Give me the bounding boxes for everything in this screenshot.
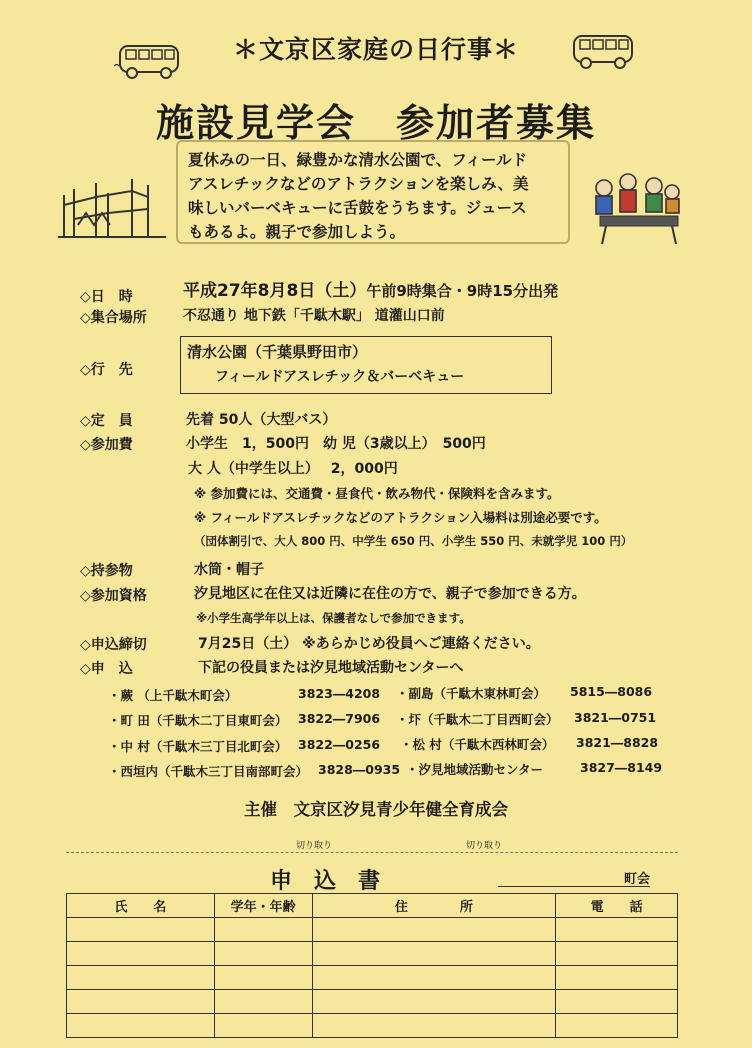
grade-age-column-header: 学年・年齢 bbox=[214, 894, 312, 918]
eligibility-note: ※小学生高学年以上は、保護者なしで参加できます。 bbox=[196, 611, 471, 625]
contact-name: ・蕨 （上千駄木町会） bbox=[108, 688, 238, 703]
contact-name: ・汐見地域活動センター bbox=[406, 762, 544, 777]
intro-line: 味しいバーベキューに舌鼓をうちます。ジュース bbox=[188, 199, 527, 217]
meeting-label: ◇集合場所 bbox=[80, 310, 147, 326]
eligibility-label: ◇参加資格 bbox=[80, 588, 147, 604]
table-row bbox=[67, 1014, 678, 1038]
phone-column-header: 電 話 bbox=[556, 894, 678, 918]
phone-cell[interactable] bbox=[556, 942, 678, 966]
name-cell[interactable] bbox=[67, 966, 215, 990]
belongings-value: 水筒・帽子 bbox=[194, 562, 264, 578]
cut-label: 切り取り bbox=[296, 841, 333, 851]
contact-name: ・西垣内（千駄木三丁目南部町会） bbox=[108, 764, 309, 779]
phone-cell[interactable] bbox=[556, 966, 678, 990]
athletic-course-illustration-icon bbox=[56, 175, 168, 245]
address-cell[interactable] bbox=[312, 990, 556, 1014]
table-row bbox=[67, 966, 678, 990]
fee-line-adults: 大 人（中学生以上） 2，000円 bbox=[188, 461, 398, 477]
contact-phone: 3823―4208 bbox=[298, 686, 381, 701]
table-header-row bbox=[67, 894, 678, 918]
deadline-label: ◇申込締切 bbox=[80, 637, 147, 653]
event-subtitle: ＊文京区家庭の日行事＊ bbox=[232, 35, 519, 64]
fee-line-children: 小学生 1，500円 幼 児（3歳以上） 500円 bbox=[186, 436, 486, 452]
intro-box bbox=[176, 140, 570, 244]
grade-age-cell[interactable] bbox=[214, 990, 312, 1014]
page-title: 施設見学会 参加者募集 bbox=[155, 101, 596, 145]
contact-name: ・松 村（千駄木西林町会） bbox=[400, 737, 555, 752]
sponsor: 主催 文京区汐見青少年健全育成会 bbox=[244, 800, 508, 819]
address-cell[interactable] bbox=[312, 1014, 556, 1038]
contact-name: ・中 村（千駄木三丁目北町会） bbox=[108, 739, 288, 754]
name-column-header: 氏 名 bbox=[67, 894, 215, 918]
contact-phone: 3822―0256 bbox=[298, 737, 381, 752]
contact-phone: 3822―7906 bbox=[298, 711, 381, 726]
fee-note-included: ※ 参加費には、交通費・昼食代・飲み物代・保険料を含みます。 bbox=[194, 486, 560, 501]
capacity-value: 先着 50人（大型バス） bbox=[186, 412, 337, 428]
contact-phone: 3827―8149 bbox=[580, 760, 663, 775]
intro-line: アスレチックなどのアトラクションを楽しみ、美 bbox=[188, 175, 529, 193]
contact-name: ・町 田（千駄木二丁目東町会） bbox=[108, 713, 288, 728]
fee-note-group-discount: （団体割引で、大人 800 円、中学生 650 円、小学生 550 円、未就学児 100 円） bbox=[194, 534, 633, 548]
deadline-value: 7月25日（土） ※あらかじめ役員へご連絡ください。 bbox=[198, 636, 540, 652]
belongings-label: ◇持参物 bbox=[80, 563, 133, 579]
apply-value: 下記の役員または汐見地域活動センターへ bbox=[198, 660, 464, 676]
phone-cell[interactable] bbox=[556, 990, 678, 1014]
destination-activity: フィールドアスレチック＆バーベキュー bbox=[215, 369, 465, 385]
name-cell[interactable] bbox=[67, 942, 215, 966]
destination-place: 清水公園（千葉県野田市） bbox=[187, 343, 368, 361]
contact-phone: 3828―0935 bbox=[318, 762, 401, 777]
address-cell[interactable] bbox=[312, 966, 556, 990]
machikai-label: 町会 bbox=[623, 872, 650, 887]
fee-label: ◇参加費 bbox=[80, 437, 133, 453]
destination-label: ◇行 先 bbox=[80, 362, 133, 378]
phone-cell[interactable] bbox=[556, 1014, 678, 1038]
contact-name: ・副島（千駄木東林町会） bbox=[396, 686, 547, 701]
address-cell[interactable] bbox=[312, 942, 556, 966]
destination-box bbox=[180, 336, 552, 394]
grade-age-cell[interactable] bbox=[214, 1014, 312, 1038]
grade-age-cell[interactable] bbox=[214, 918, 312, 942]
table-row bbox=[67, 942, 678, 966]
address-column-header: 住 所 bbox=[312, 894, 556, 918]
datetime-date: 平成27年8月8日（土） bbox=[183, 281, 367, 301]
address-cell[interactable] bbox=[312, 918, 556, 942]
meeting-value: 不忍通り 地下鉄「千駄木駅」 道灌山口前 bbox=[183, 308, 445, 324]
name-cell[interactable] bbox=[67, 1014, 215, 1038]
intro-line: もあるよ。親子で参加しよう。 bbox=[188, 223, 406, 241]
apply-label: ◇申 込 bbox=[80, 661, 133, 677]
name-cell[interactable] bbox=[67, 918, 215, 942]
table-row bbox=[67, 918, 678, 942]
capacity-label: ◇定 員 bbox=[80, 413, 133, 429]
datetime-label: ◇日 時 bbox=[80, 289, 133, 305]
eligibility-value: 汐見地区に在住又は近隣に在住の方で、親子で参加できる方。 bbox=[194, 586, 586, 602]
cut-line bbox=[66, 852, 678, 853]
table-row bbox=[67, 990, 678, 1014]
fee-note-admission: ※ フィールドアスレチックなどのアトラクション入場料は別途必要です。 bbox=[194, 510, 607, 525]
grade-age-cell[interactable] bbox=[214, 942, 312, 966]
machikai-field[interactable] bbox=[498, 868, 650, 887]
grade-age-cell[interactable] bbox=[214, 966, 312, 990]
form-title: 申込書 bbox=[270, 869, 403, 894]
datetime-value bbox=[183, 276, 558, 301]
cut-label: 切り取り bbox=[466, 841, 503, 851]
contact-name: ・圷（千駄木二丁目西町会） bbox=[396, 712, 559, 727]
application-form-table bbox=[66, 893, 678, 1038]
datetime-time: 午前9時集合・9時15分出発 bbox=[366, 282, 559, 300]
contact-phone: 3821―8828 bbox=[576, 735, 659, 750]
intro-line: 夏休みの一日、緑豊かな清水公園で、フィールド bbox=[188, 151, 528, 169]
contact-phone: 3821―0751 bbox=[574, 710, 657, 725]
phone-cell[interactable] bbox=[556, 918, 678, 942]
name-cell[interactable] bbox=[67, 990, 215, 1014]
contact-phone: 5815―8086 bbox=[570, 684, 653, 699]
bbq-family-illustration-icon bbox=[586, 172, 686, 246]
